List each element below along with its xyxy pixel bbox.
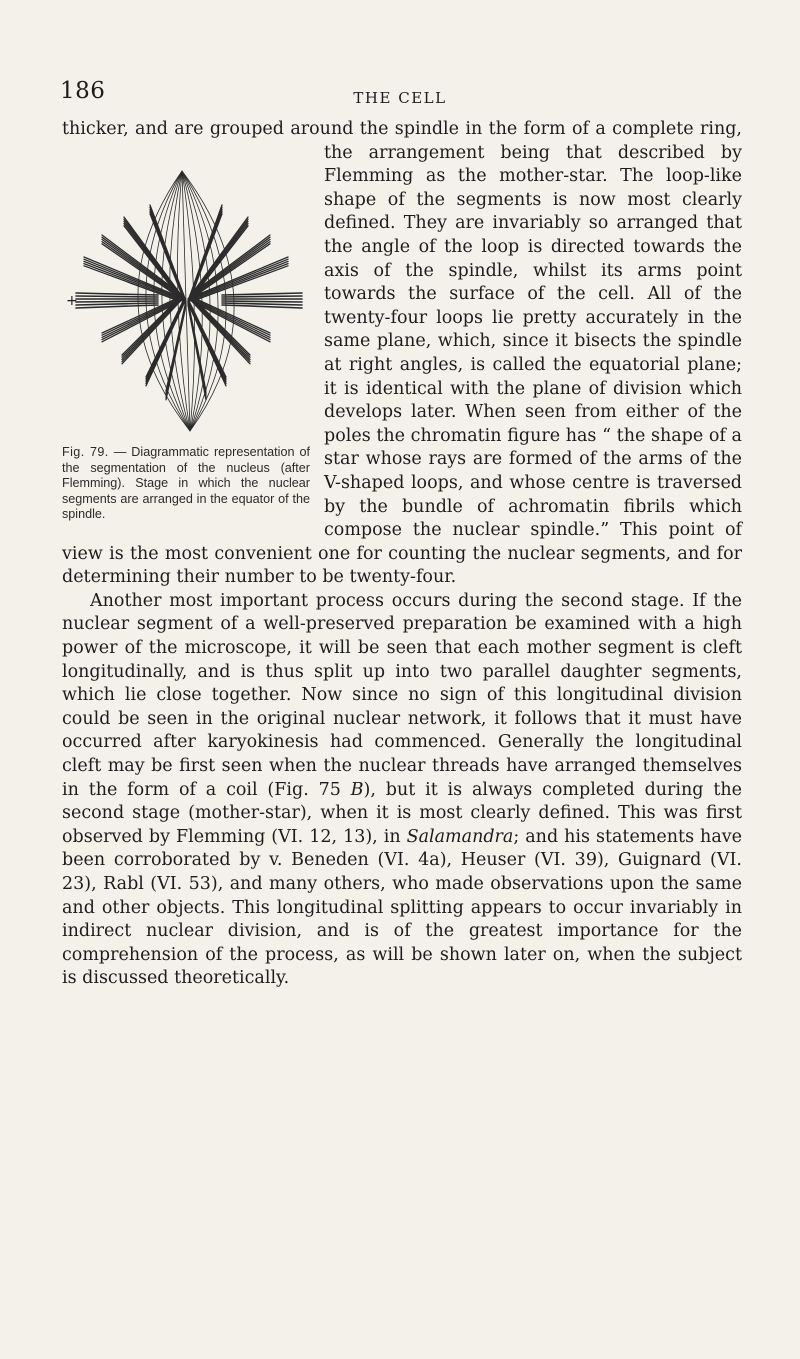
text-run: thicker, and are grouped around the spindle in the form of a complete ring, the arrangement being that described by Flemming as the mother-star. The loop-like shape of the segments is now most clearly defined. They are invariably so arranged that the angle of the loop is directed towards the axis of the spindle, whilst its arms point towards the surface of the cell. All of the twenty-four loops lie pretty accurately in the same plane, which, since it bisects the spindle at right angles, is called the equatorial plane; it is identical with the plane of division which develops later. When seen from either of the poles the chromatin figure has “ the shape of a star whose rays are formed of the arms of the V-shaped loops, and whose centre is traversed by the bundle of achromatin fibrils which compose the nuclear spindle.” This point of view is the most convenient one for counting the nuclear segments, and for determining their number to be twenty-four. xyxy=(62,119,742,588)
svg-text:+: + xyxy=(66,293,78,309)
equatorial-band xyxy=(76,301,158,302)
text-run: Another most important process occurs during the second stage. If the nuclear segment of a well-preserved preparation be examined with a high power of the microscope, it will be seen that each mother segment is cleft longitudinally, and is thus split up into two parallel daughter segments, which lie close together. Now since no sign of this longitudinal division could be seen in the original nuclear network, it follows that it must have occurred after karyokinesis had commenced. Generally the longitudinal cleft may be first seen when the nuclear threads have arranged themselves in the form of a coil (Fig. 75 xyxy=(62,590,742,800)
page-number: 186 xyxy=(60,78,106,104)
spindle-diagram-illustration xyxy=(62,165,310,437)
figure-79 xyxy=(62,118,310,532)
equatorial-band xyxy=(222,293,302,295)
figure-label: Fig. 79. xyxy=(62,445,109,459)
figure-caption-text: — Diagrammatic representation of the segmentation of the nucleus (after Flemming). Stage in which the nuclear segments are arranged in the equator of the spindle. xyxy=(62,445,310,522)
text-run: ; and his statements have been corroborated by v. Beneden (VI. 4a), Heuser (VI. 39), Guignard (VI. 23), Rabl (VI. 53), and many others, who made observations upon the same and other objects. This longitudinal splitting appears to occur invariably in indirect nuclear division, and is of the greatest importance for the comprehension of the process, as will be shown later on, when the subject is discussed theoretically. xyxy=(62,826,742,989)
figure-caption xyxy=(62,445,310,523)
paragraph xyxy=(62,590,742,991)
italic-text: Salamandra xyxy=(406,826,514,847)
body-text xyxy=(62,118,742,991)
text-run: ), but it is always completed during the second stage (mother-star), when it is most clearly defined. This was first observed by Flemming (VI. 12, 13), in xyxy=(62,779,742,847)
italic-text: B xyxy=(350,779,364,800)
running-title: THE CELL xyxy=(353,89,447,107)
equatorial-band xyxy=(222,296,302,297)
equatorial-band xyxy=(222,301,302,302)
equatorial-band xyxy=(76,296,158,297)
